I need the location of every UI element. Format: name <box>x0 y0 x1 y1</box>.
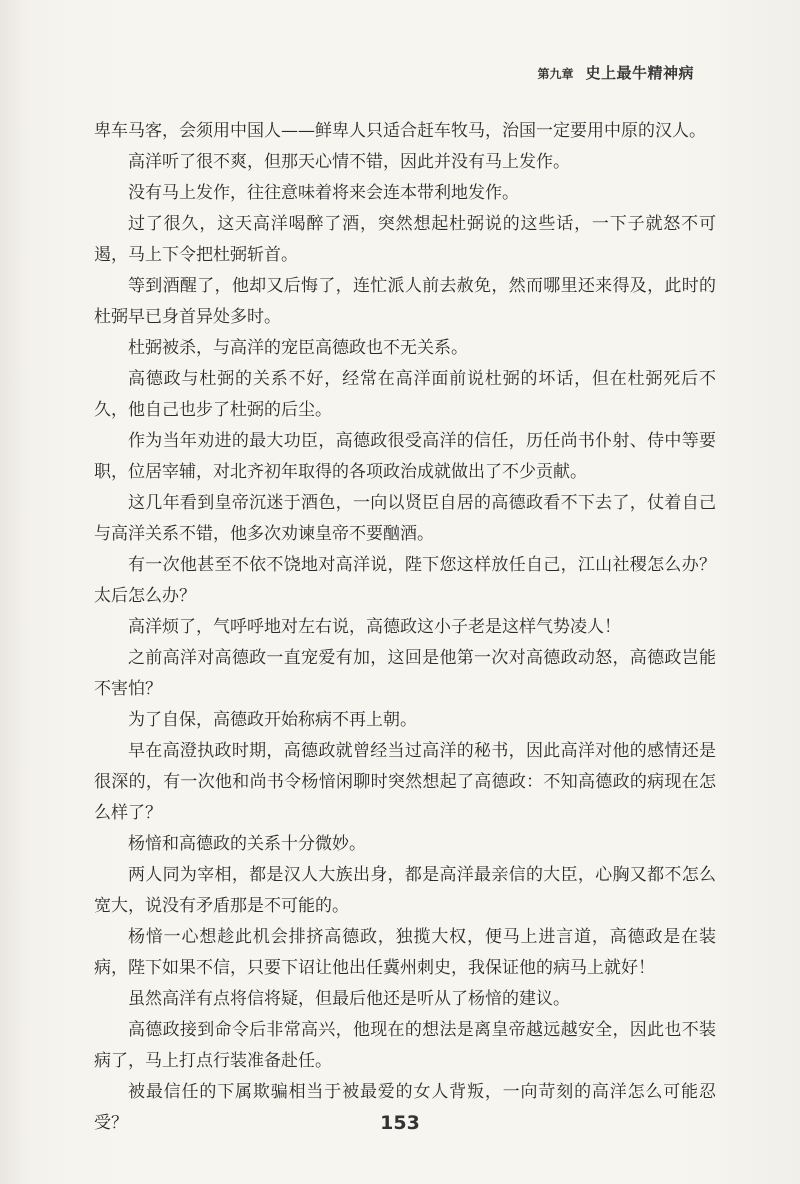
paragraph: 作为当年劝进的最大功臣，高德政很受高洋的信任，历任尚书仆射、侍中等要职，位居宰辅，对北齐初年取得的各项政治成就做出了不少贡献。 <box>94 431 716 482</box>
body-text <box>94 116 716 1139</box>
paragraph: 早在高澄执政时期，高德政就曾经当过高洋的秘书，因此高洋对他的感情还是很深的，有一次他和尚书令杨愔闲聊时突然想起了高德政：不知高德政的病现在怎么样了？ <box>94 741 716 823</box>
page-number: 153 <box>380 1112 420 1134</box>
paragraph: 为了自保，高德政开始称病不再上朝。 <box>128 710 417 730</box>
paragraph: 两人同为宰相，都是汉人大族出身，都是高洋最亲信的大臣，心胸又都不怎么宽大，说没有矛盾那是不可能的。 <box>94 865 716 916</box>
chapter-label: 第九章 <box>537 67 574 81</box>
paragraph: 有一次他甚至不依不饶地对高洋说，陛下您这样放任自己，江山社稷怎么办？太后怎么办？ <box>94 555 716 606</box>
chapter-title: 史上最牛精神病 <box>585 64 694 82</box>
paragraph: 过了很久，这天高洋喝醉了酒，突然想起杜弼说的这些话，一下子就怒不可遏，马上下令把杜弼斩首。 <box>94 214 716 265</box>
paragraph: 没有马上发作，往往意味着将来会连本带利地发作。 <box>128 183 519 203</box>
paragraph: 等到酒醒了，他却又后悔了，连忙派人前去赦免，然而哪里还来得及，此时的杜弼早已身首异处多时。 <box>94 276 716 327</box>
paragraph: 高洋听了很不爽，但那天心情不错，因此并没有马上发作。 <box>128 152 570 172</box>
paragraph: 高洋烦了，气呼呼地对左右说，高德政这小子老是这样气势凌人！ <box>128 617 621 637</box>
paragraph: 卑车马客，会须用中国人——鲜卑人只适合赶车牧马，治国一定要用中原的汉人。 <box>94 121 706 141</box>
running-head <box>537 62 694 83</box>
paragraph: 高德政接到命令后非常高兴，他现在的想法是离皇帝越远越安全，因此也不装病了，马上打点行装准备赴任。 <box>94 1020 716 1071</box>
paragraph: 高德政与杜弼的关系不好，经常在高洋面前说杜弼的坏话，但在杜弼死后不久，他自己也步了杜弼的后尘。 <box>94 369 716 420</box>
paragraph: 之前高洋对高德政一直宠爱有加，这回是他第一次对高德政动怒，高德政岂能不害怕？ <box>94 648 716 699</box>
paragraph: 虽然高洋有点将信将疑，但最后他还是听从了杨愔的建议。 <box>128 989 570 1009</box>
paragraph: 这几年看到皇帝沉迷于酒色，一向以贤臣自居的高德政看不下去了，仗着自己与高洋关系不错，他多次劝谏皇帝不要酗酒。 <box>94 493 716 544</box>
paragraph: 杜弼被杀，与高洋的宠臣高德政也不无关系。 <box>128 338 468 358</box>
paragraph: 被最信任的下属欺骗相当于被最爱的女人背叛，一向苛刻的高洋怎么可能忍受？ <box>94 1082 716 1133</box>
paragraph: 杨愔一心想趁此机会排挤高德政，独揽大权，便马上进言道，高德政是在装病，陛下如果不信，只要下诏让他出任冀州刺史，我保证他的病马上就好！ <box>94 927 716 978</box>
paragraph: 杨愔和高德政的关系十分微妙。 <box>128 834 366 854</box>
